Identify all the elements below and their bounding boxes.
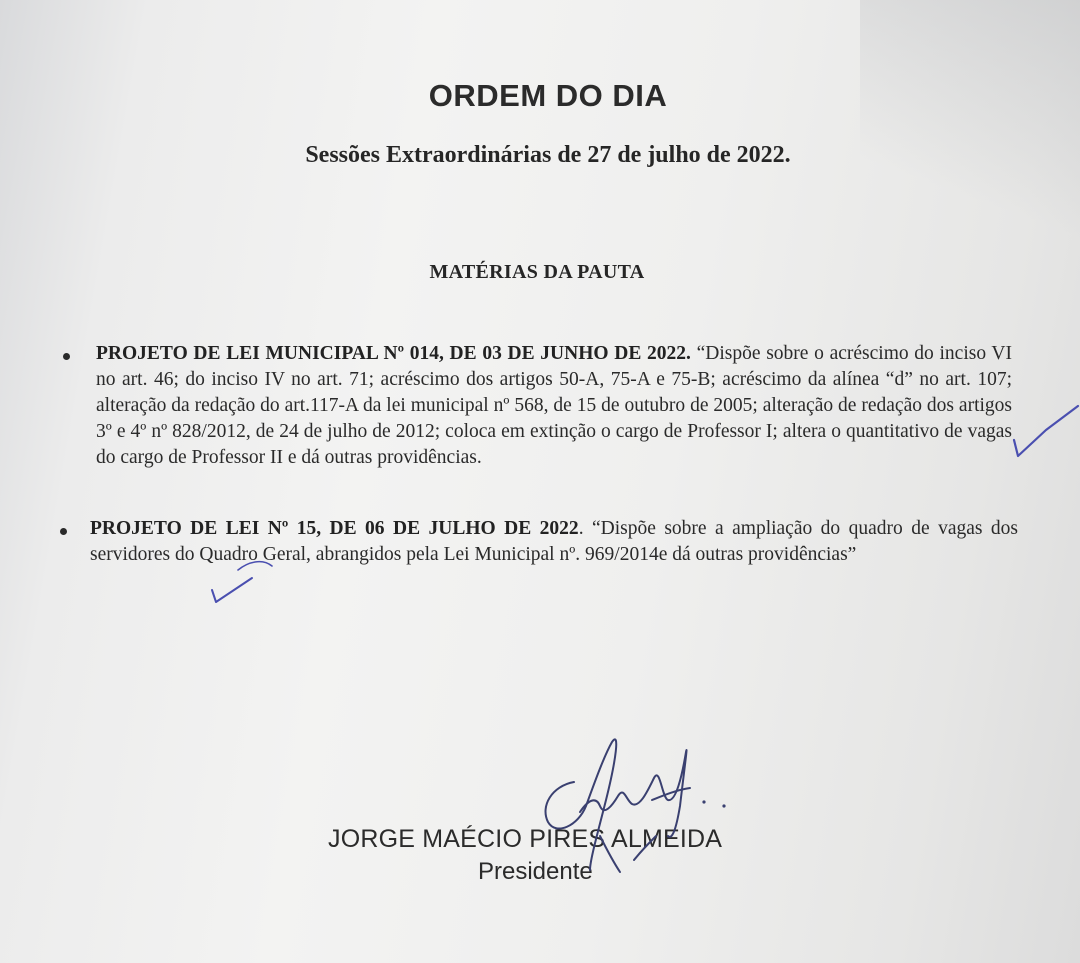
signature-dot-icon bbox=[722, 804, 725, 807]
pen-stroke-icon bbox=[238, 562, 272, 570]
signatory-role: Presidente bbox=[478, 858, 593, 885]
document-subtitle: Sessões Extraordinárias de 27 de julho de 2022. bbox=[305, 142, 791, 168]
checkmark-icon bbox=[1014, 406, 1078, 456]
checkmark-icon bbox=[212, 578, 252, 602]
section-heading: MATÉRIAS DA PAUTA bbox=[429, 261, 645, 283]
signatory-name: JORGE MAÉCIO PIRES ALMEIDA bbox=[328, 825, 723, 853]
agenda-item-2-heading: PROJETO DE LEI Nº 15, DE 06 DE JULHO DE 2022 bbox=[90, 518, 579, 539]
agenda-item-2-text: . “Dispõe sobre a ampliação do quadro de vagas dos servidores do Quadro Geral, abrangidos pela Lei Municipal nº. 969/2014e dá outras providências” bbox=[90, 518, 1018, 565]
signature-dot-icon bbox=[702, 800, 705, 803]
agenda-item-1-heading: PROJETO DE LEI MUNICIPAL Nº 014, DE 03 DE JUNHO DE 2022. bbox=[96, 343, 691, 364]
document-title: ORDEM DO DIA bbox=[428, 78, 668, 113]
agenda-item-1-text: “Dispõe sobre o acréscimo do inciso VI no art. 46; do inciso IV no art. 71; acréscimo dos artigos 50-A, 75-A e 75-B; acréscimo da alínea “d” no art. 107; alteração da redação do art.117-A da lei municipal nº 568, de 15 de outubro de 2005; alteração de redação dos artigos 3º e 4º nº 828/2012, de 24 de julho de 2012; coloca em extinção o cargo de Professor I; altera o quantitativo de vagas do cargo de Professor II e dá outras providências. bbox=[96, 343, 1012, 468]
signature-icon bbox=[546, 739, 690, 872]
